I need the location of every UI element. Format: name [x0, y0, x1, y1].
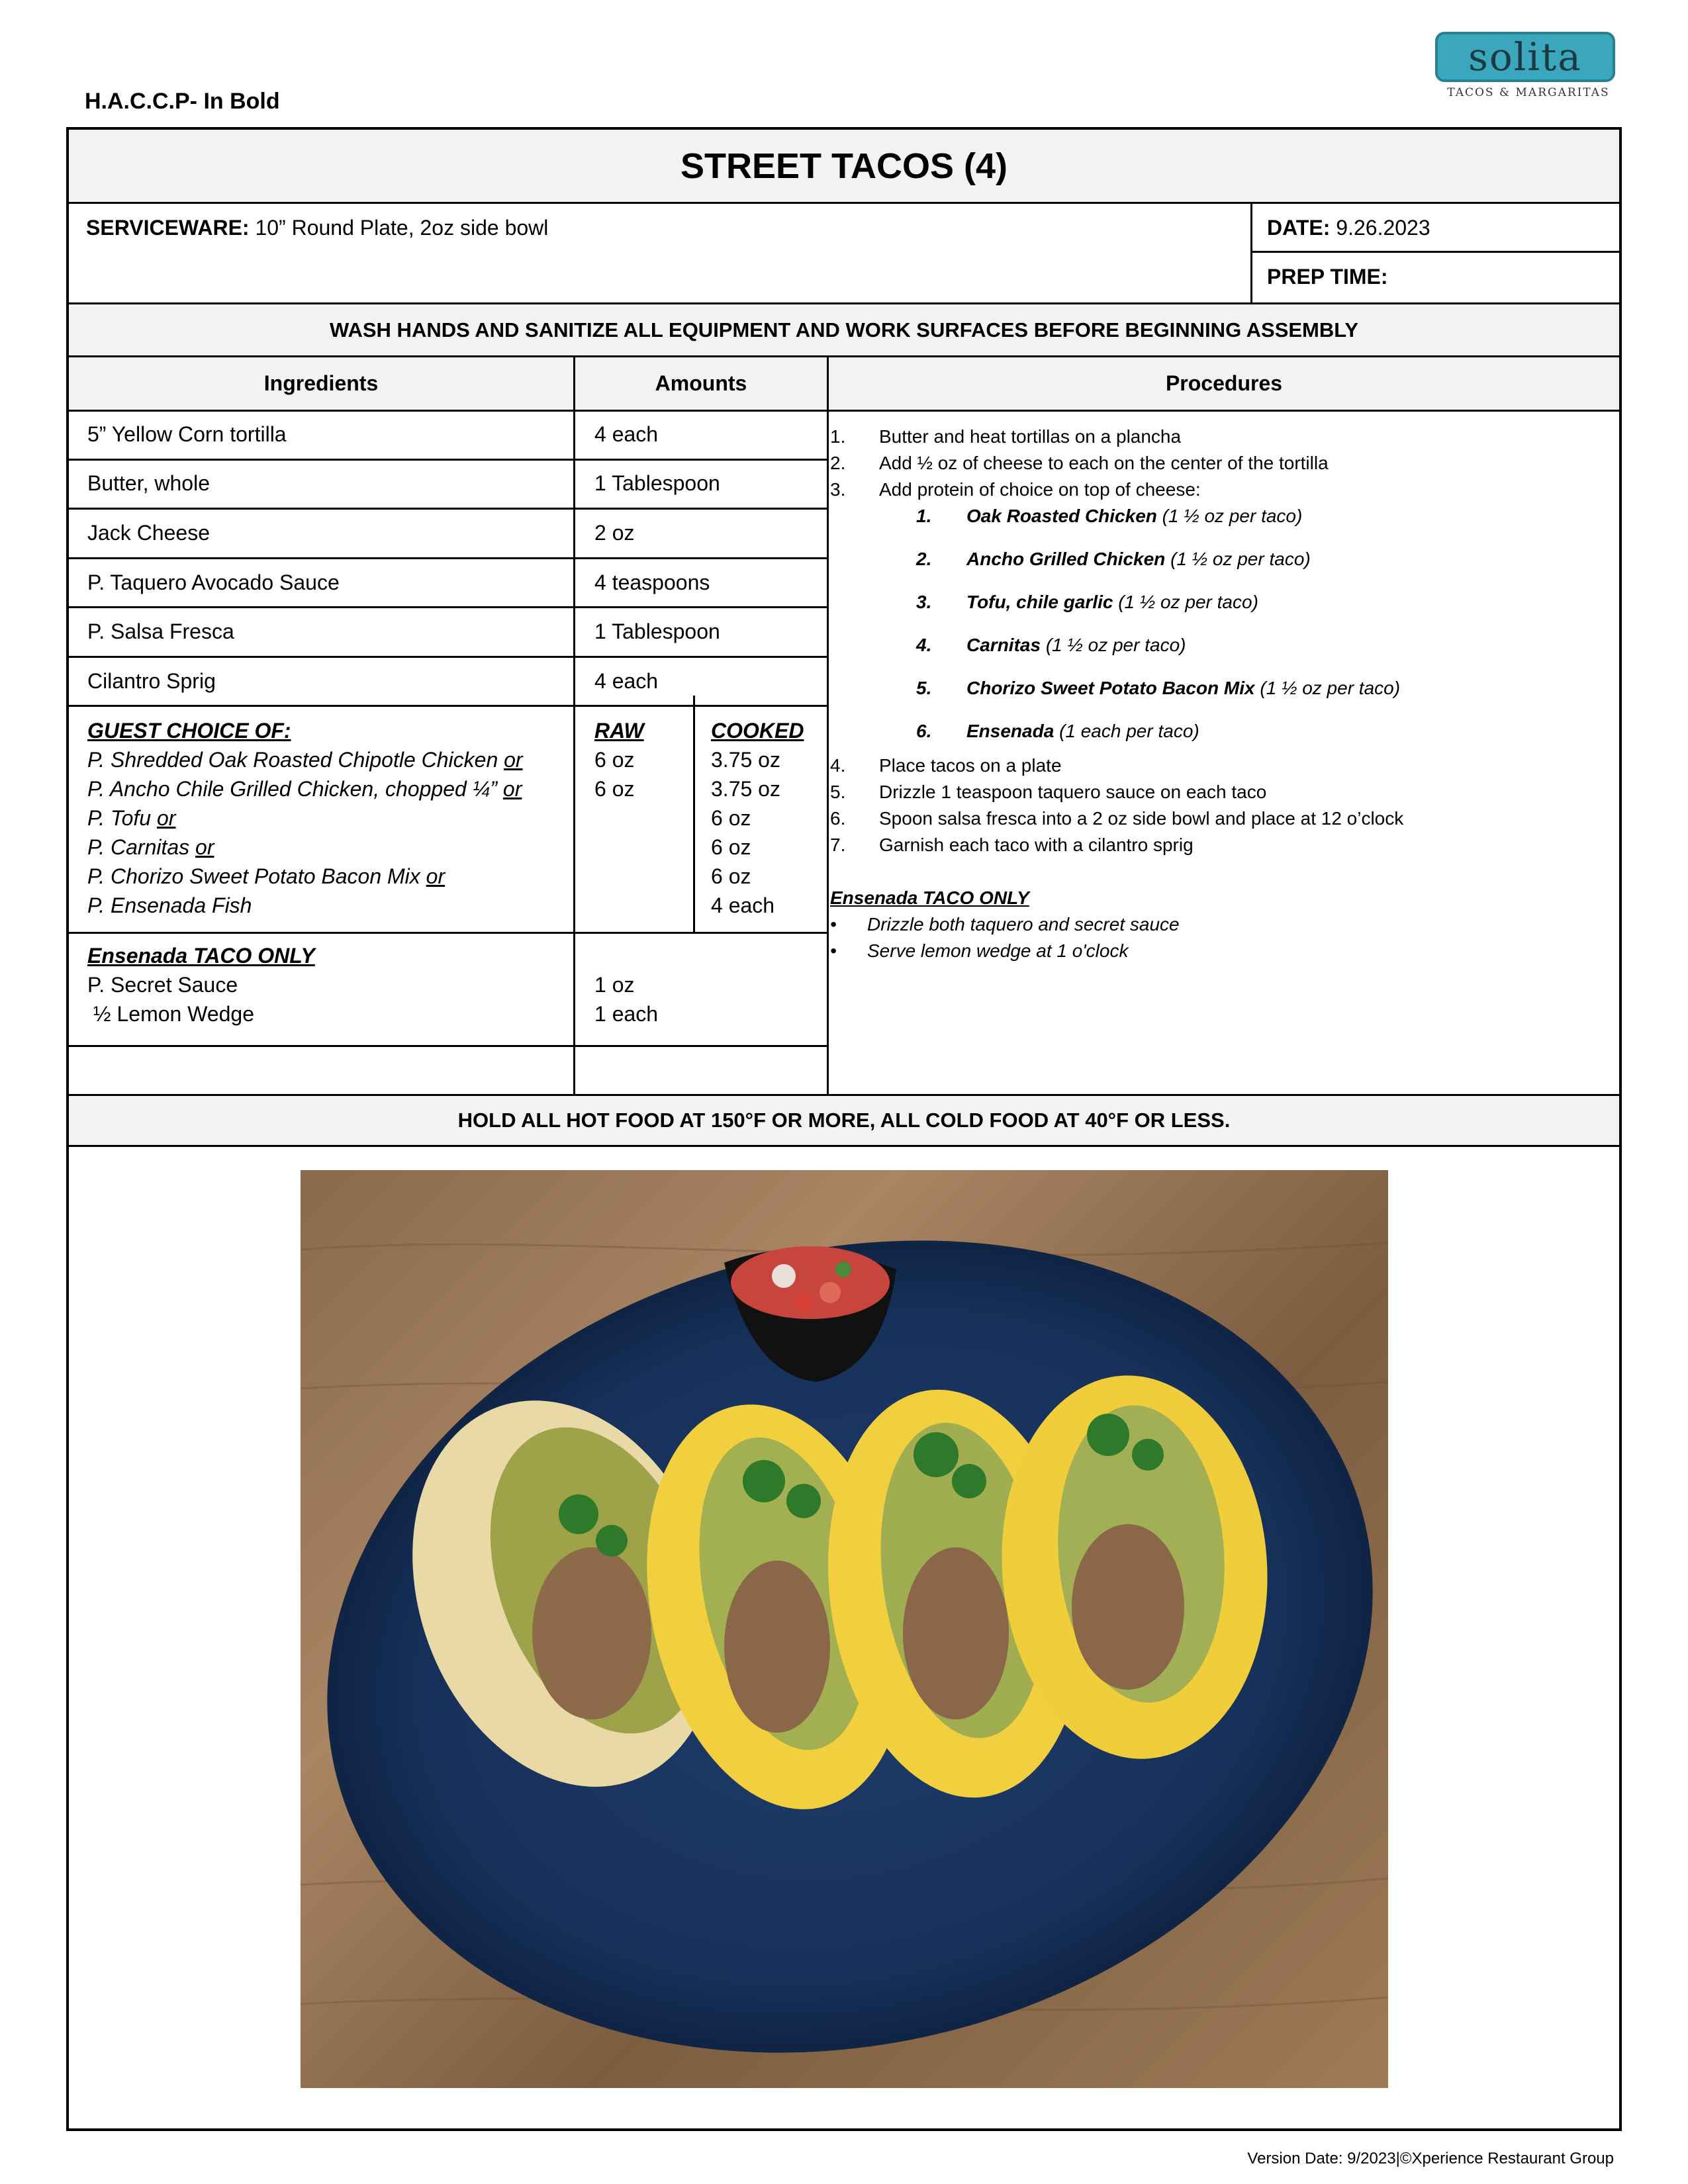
ingredient-amount: 4 each [594, 422, 659, 446]
guest-choice-heading: GUEST CHOICE OF: [87, 719, 291, 743]
divider [69, 1045, 829, 1047]
procedure-step: 2. Add ½ oz of cheese to each on the center of the tortilla [830, 453, 1329, 473]
raw-amount: 6 oz [594, 748, 635, 772]
wash-banner: WASH HANDS AND SANITIZE ALL EQUIPMENT AND WORK SURFACES BEFORE BEGINNING ASSEMBLY [69, 304, 1619, 357]
cooked-amounts [711, 716, 804, 920]
cooked-amount: 3.75 oz [711, 777, 780, 801]
divider [693, 696, 695, 932]
cooked-amount: 6 oz [711, 864, 751, 888]
protein-option: P. Ancho Chile Grilled Chicken, chopped ¼” or [87, 777, 522, 801]
ingredients-header: Ingredients [69, 357, 575, 410]
cooked-amount: 4 each [711, 893, 775, 917]
cooked-amount: 6 oz [711, 835, 751, 859]
logo-tagline: TACOS & MARGARITAS [1447, 86, 1610, 99]
protein-portion: 3. Tofu, chile garlic (1 ½ oz per taco) [916, 592, 1258, 612]
version-footer: Version Date: 9/2023|©Xperience Restaurant Group [1247, 2150, 1614, 2167]
ingredient-amount: 4 each [594, 669, 659, 693]
divider [827, 412, 829, 1094]
protein-portion: 4. Carnitas (1 ½ oz per taco) [916, 635, 1186, 655]
divider [69, 557, 829, 559]
raw-heading: RAW [594, 719, 644, 743]
procedures-header: Procedures [1165, 371, 1283, 395]
plated-tacos-illustration [301, 1170, 1388, 2088]
haccp-note: H.A.C.C.P- In Bold [85, 89, 280, 114]
date-cell [1252, 204, 1619, 253]
procedure-step: 3. Add protein of choice on top of cheese: [830, 479, 1201, 500]
cooked-heading: COOKED [711, 719, 804, 743]
ingredient-name: 5” Yellow Corn tortilla [87, 422, 287, 446]
procedure-step: 4. Place tacos on a plate [830, 755, 1062, 776]
plated-tacos-photo [301, 1170, 1388, 2088]
ingredient-amount: 1 Tablespoon [594, 619, 720, 643]
date-prep-cell [1252, 204, 1619, 304]
ingredient-name: P. Taquero Avocado Sauce [87, 570, 340, 594]
protein-option: P. Shredded Oak Roasted Chipotle Chicken or [87, 748, 523, 772]
procedure-step: 7. Garnish each taco with a cilantro sprig [830, 835, 1194, 855]
ensenada-amounts [594, 970, 658, 1028]
ensenada-amount: 1 oz [594, 973, 635, 997]
recipe-body [69, 412, 1619, 1094]
procedures-list [830, 424, 1611, 964]
serviceware-row [69, 204, 1619, 304]
divider [69, 508, 829, 510]
ingredient-amount: 4 teaspoons [594, 570, 710, 594]
ingredient-name: P. Salsa Fresca [87, 619, 234, 643]
date-label: DATE: [1267, 216, 1331, 240]
ensenada-procedure-bullet: • Drizzle both taquero and secret sauce [830, 914, 1180, 934]
ensenada-amount: 1 each [594, 1002, 659, 1026]
ingredient-amount: 2 oz [594, 521, 635, 545]
ingredient-name: Jack Cheese [87, 521, 210, 545]
recipe-card [66, 127, 1622, 2131]
protein-option: P. Chorizo Sweet Potato Bacon Mix or [87, 864, 445, 888]
serviceware-label: SERVICEWARE: [86, 216, 250, 240]
protein-option: P. Carnitas or [87, 835, 214, 859]
protein-portion: 1. Oak Roasted Chicken (1 ½ oz per taco) [916, 506, 1303, 526]
protein-option: P. Ensenada Fish [87, 893, 252, 917]
ensenada-ingredient: P. Secret Sauce [87, 973, 238, 997]
protein-portion: 5. Chorizo Sweet Potato Bacon Mix (1 ½ oz per taco) [916, 678, 1401, 698]
prep-time-label: PREP TIME: [1267, 265, 1388, 289]
protein-portion: 6. Ensenada (1 each per taco) [916, 721, 1199, 741]
ensenada-heading: Ensenada TACO ONLY [87, 944, 315, 968]
column-header-row [69, 357, 1619, 412]
solita-logo [1435, 32, 1622, 99]
divider [69, 459, 829, 461]
ensenada-procedure-heading: Ensenada TACO ONLY [830, 887, 1029, 908]
cooked-amount: 6 oz [711, 806, 751, 830]
ingredient-name: Cilantro Sprig [87, 669, 216, 693]
amounts-header: Amounts [575, 357, 829, 410]
divider [69, 656, 829, 658]
protein-portion: 2. Ancho Grilled Chicken (1 ½ oz per taco) [916, 549, 1311, 569]
procedure-step: 1. Butter and heat tortillas on a plancha [830, 426, 1182, 447]
hold-temperature-banner: HOLD ALL HOT FOOD AT 150°F OR MORE, ALL COLD FOOD AT 40°F OR LESS. [69, 1094, 1619, 1147]
divider [573, 412, 575, 1094]
raw-amounts [594, 716, 644, 803]
recipe-title: STREET TACOS (4) [69, 130, 1619, 204]
ingredient-amount: 1 Tablespoon [594, 471, 720, 495]
divider [69, 606, 829, 608]
ensenada-procedure-bullet: • Serve lemon wedge at 1 o'clock [830, 940, 1129, 961]
divider [69, 705, 829, 707]
serviceware-value: 10” Round Plate, 2oz side bowl [255, 216, 549, 240]
protein-option: P. Tofu or [87, 806, 176, 830]
raw-amount: 6 oz [594, 777, 635, 801]
cooked-amount: 3.75 oz [711, 748, 780, 772]
ingredient-name: Butter, whole [87, 471, 210, 495]
procedure-step: 5. Drizzle 1 teaspoon taquero sauce on each taco [830, 782, 1267, 802]
serviceware-cell [69, 204, 1252, 304]
ensenada-ingredients [87, 941, 564, 1028]
procedure-step: 6. Spoon salsa fresca into a 2 oz side bowl and place at 12 o’clock [830, 808, 1404, 829]
divider [69, 932, 829, 934]
guest-choice-list [87, 716, 564, 920]
ensenada-ingredient: ½ Lemon Wedge [87, 1002, 255, 1026]
logo-name: solita [1435, 32, 1615, 82]
date-value: 9.26.2023 [1336, 216, 1430, 240]
